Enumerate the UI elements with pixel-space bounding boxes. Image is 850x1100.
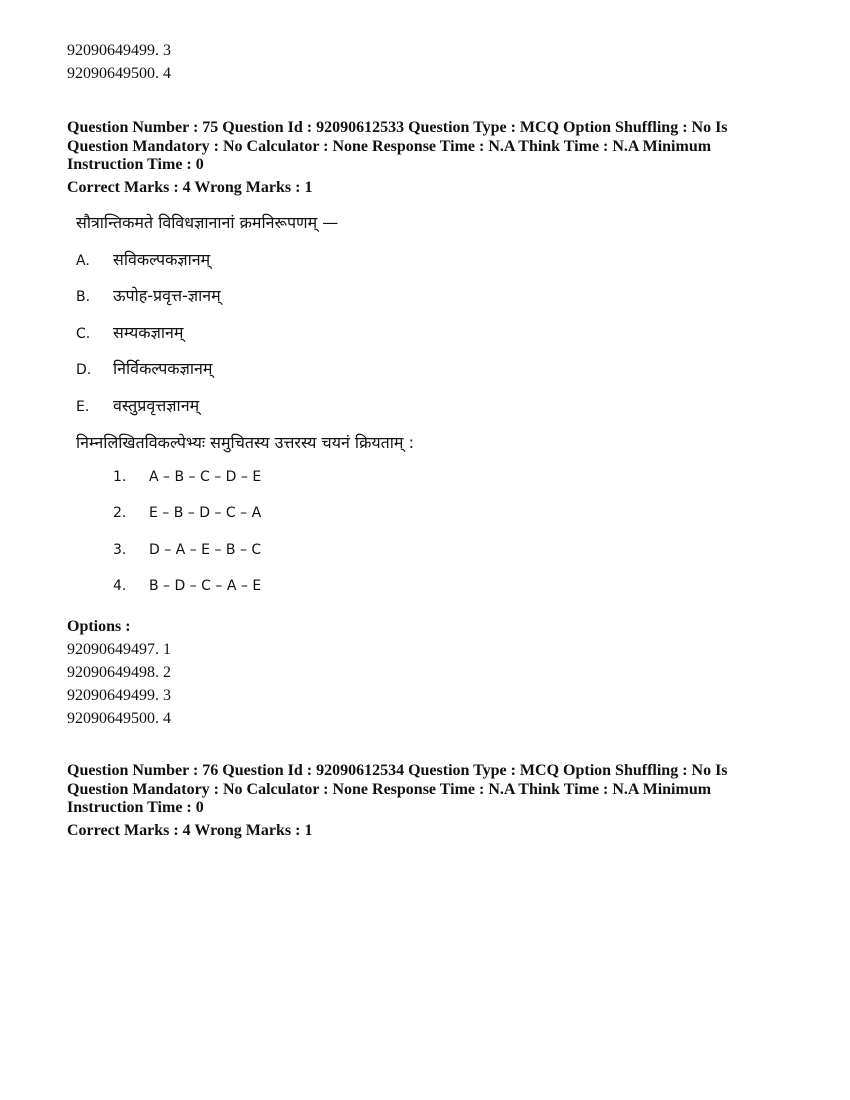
option-id-line: 92090649500. 4 — [67, 65, 171, 82]
q75-answer-choice — [113, 505, 261, 521]
q75-item — [76, 321, 183, 343]
q75-item — [76, 394, 199, 416]
q75-item-label: D. — [76, 362, 92, 378]
q75-item — [76, 248, 210, 270]
q75-answer-text: D – A – E – B – C — [149, 542, 262, 558]
q75-question-text: सौत्रान्तिकमते विविधज्ञानानां क्रमनिरूपणम् — — [76, 213, 339, 232]
q75-answer-text: B – D – C – A – E — [149, 578, 262, 594]
q75-item-label: C. — [76, 326, 91, 342]
q76-header-line2: Question Mandatory : No Calculator : None Response Time : N.A Think Time : N.A Minimum — [67, 781, 712, 798]
q75-answer-choice — [113, 469, 261, 485]
q75-item-label: B. — [76, 289, 91, 305]
q75-marks: Correct Marks : 4 Wrong Marks : 1 — [67, 179, 313, 196]
q75-answer-label: 3. — [113, 542, 127, 558]
q75-item-text: ऊपोह-प्रवृत्त-ज्ञानम् — [113, 286, 221, 305]
q75-header-line2: Question Mandatory : No Calculator : None Response Time : N.A Think Time : N.A Minimum — [67, 138, 712, 155]
q75-answer-label: 2. — [113, 505, 127, 521]
q75-item-text: निर्विकल्पकज्ञानम् — [113, 359, 213, 378]
q75-item — [76, 357, 212, 379]
q75-options-label: Options : — [67, 618, 131, 635]
q75-item-label: A. — [76, 253, 90, 269]
q75-item-text: सम्यकज्ञानम् — [113, 323, 184, 342]
q75-answer-label: 4. — [113, 578, 127, 594]
q75-answer-label: 1. — [113, 469, 127, 485]
q75-answer-text: E – B – D – C – A — [149, 505, 262, 521]
q75-header-line3: Instruction Time : 0 — [67, 156, 204, 173]
option-id-line: 92090649499. 3 — [67, 42, 171, 59]
q76-marks: Correct Marks : 4 Wrong Marks : 1 — [67, 822, 313, 839]
q75-item — [76, 284, 221, 306]
q76-header-line1: Question Number : 76 Question Id : 92090612534 Question Type : MCQ Option Shuffling : No Is — [67, 762, 728, 779]
q75-answer-choice — [113, 578, 261, 594]
q75-answer-choice — [113, 542, 261, 558]
q75-header-line1: Question Number : 75 Question Id : 92090612533 Question Type : MCQ Option Shuffling : No Is — [67, 119, 728, 136]
q75-answer-text: A – B – C – D – E — [149, 469, 262, 485]
q75-instruction: निम्नलिखितविकल्पेभ्यः समुचितस्य उत्तरस्य चयनं क्रियताम् : — [76, 433, 414, 452]
q76-header-line3: Instruction Time : 0 — [67, 799, 204, 816]
option-id-line: 92090649499. 3 — [67, 687, 171, 704]
q75-item-text: सविकल्पकज्ञानम् — [113, 250, 211, 269]
option-id-line: 92090649498. 2 — [67, 664, 171, 681]
option-id-line: 92090649500. 4 — [67, 710, 171, 727]
q75-item-text: वस्तुप्रवृत्तज्ञानम् — [113, 396, 200, 415]
q75-item-label: E. — [76, 399, 90, 415]
option-id-line: 92090649497. 1 — [67, 641, 171, 658]
